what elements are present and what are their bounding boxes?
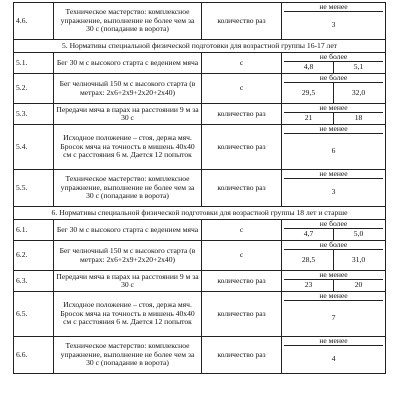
norm-value-left: 4,8 xyxy=(284,62,334,73)
exercise-name: Бег 30 м с высокого старта с ведением мяча xyxy=(54,53,202,74)
unit-of-measure: с xyxy=(202,241,282,271)
norm-value-left: 29,5 xyxy=(284,83,334,103)
exercise-name: Бег челночный 150 м с высокого старта (в метрах: 2х6+2х9+2х20+2х40) xyxy=(54,241,202,271)
row-number: 6.3. xyxy=(14,271,54,292)
norm-value-cell xyxy=(282,3,386,40)
row-number: 5.2. xyxy=(14,74,54,104)
norm-qualifier: не более xyxy=(284,220,383,229)
norm-value-right: 20 xyxy=(354,280,363,290)
section-title: 5. Нормативы специальной физической подготовки для возрастной группы 16-17 лет xyxy=(14,40,386,53)
row-number: 5.5. xyxy=(14,170,54,207)
table-row xyxy=(14,292,386,337)
unit-of-measure: количество раз xyxy=(202,170,282,207)
table-row xyxy=(14,125,386,170)
section-header-row xyxy=(14,207,386,220)
norm-qualifier: не менее xyxy=(284,271,383,280)
section-title: 6. Нормативы специальной физической подготовки для возрастной группы 18 лет и старше xyxy=(14,207,386,220)
norm-value-cell xyxy=(282,337,386,374)
exercise-name: Передачи мяча в парах на расстоянии 9 м за 30 с xyxy=(54,104,202,125)
norm-value-cell xyxy=(282,292,386,337)
norm-value-left: 4,7 xyxy=(284,229,334,240)
norm-value-cell xyxy=(282,241,386,271)
norm-value-right: 32,0 xyxy=(351,87,366,97)
unit-of-measure: количество раз xyxy=(202,3,282,40)
exercise-name: Исходное положение – стоя, держа мяч. Бросок мяча на точность в мишень 40х40 см с расстояния 6 м. Дается 12 попыток xyxy=(54,292,202,337)
row-number: 6.2. xyxy=(14,241,54,271)
table-row xyxy=(14,74,386,104)
exercise-name: Исходное положение – стоя, держа мяч. Бросок мяча на точность в мишень 40х40 см с расстояния 6 м. Дается 12 попыток xyxy=(54,125,202,170)
row-number: 5.1. xyxy=(14,53,54,74)
norm-value: 6 xyxy=(331,146,336,156)
norm-qualifier: не менее xyxy=(284,3,383,12)
norm-qualifier: не менее xyxy=(284,170,383,179)
norm-qualifier: не менее xyxy=(284,104,383,113)
unit-of-measure: с xyxy=(202,220,282,241)
norm-qualifier: не менее xyxy=(284,125,383,134)
norm-value-cell xyxy=(282,220,386,241)
row-number: 6.5. xyxy=(14,292,54,337)
exercise-name: Техническое мастерство: комплексное упражнение, выполнение не более чем за 30 с (попадание в ворота) xyxy=(54,3,202,40)
exercise-name: Бег челночный 150 м с высокого старта (в метрах: 2х6+2х9+2х20+2х40) xyxy=(54,74,202,104)
table-row xyxy=(14,220,386,241)
table-row xyxy=(14,337,386,374)
unit-of-measure: количество раз xyxy=(202,292,282,337)
section-header-row xyxy=(14,40,386,53)
unit-of-measure: с xyxy=(202,53,282,74)
table-row xyxy=(14,3,386,40)
norm-value-cell xyxy=(282,125,386,170)
norm-value-right: 18 xyxy=(354,113,363,123)
norm-value-right: 31,0 xyxy=(351,254,366,264)
norm-qualifier: не более xyxy=(284,53,383,62)
unit-of-measure: с xyxy=(202,74,282,104)
table-row xyxy=(14,104,386,125)
norm-value-cell xyxy=(282,271,386,292)
norm-value-cell xyxy=(282,170,386,207)
table-row xyxy=(14,271,386,292)
table-row xyxy=(14,53,386,74)
row-number: 6.6. xyxy=(14,337,54,374)
norm-value: 4 xyxy=(331,354,336,364)
norm-qualifier: не более xyxy=(284,241,383,250)
standards-table-body xyxy=(14,3,386,374)
norm-value-left: 23 xyxy=(284,280,334,291)
norm-value: 3 xyxy=(331,187,336,197)
exercise-name: Техническое мастерство: комплексное упражнение, выполнение не более чем за 30 с (попадание в ворота) xyxy=(54,170,202,207)
norm-value-left: 21 xyxy=(284,113,334,124)
norm-value-cell xyxy=(282,53,386,74)
row-number: 6.1. xyxy=(14,220,54,241)
norm-qualifier: не более xyxy=(284,74,383,83)
unit-of-measure: количество раз xyxy=(202,271,282,292)
norm-value: 3 xyxy=(331,20,336,30)
row-number: 5.4. xyxy=(14,125,54,170)
norm-value-left: 28,5 xyxy=(284,250,334,270)
norm-value-right: 5,1 xyxy=(353,62,364,72)
exercise-name: Техническое мастерство: комплексное упражнение, выполнение не более чем за 30 с (попадание в ворота) xyxy=(54,337,202,374)
table-row xyxy=(14,241,386,271)
exercise-name: Передачи мяча в парах на расстоянии 9 м за 30 с xyxy=(54,271,202,292)
standards-table xyxy=(13,2,386,374)
norm-qualifier: не менее xyxy=(284,337,383,346)
row-number: 5.3. xyxy=(14,104,54,125)
norm-qualifier: не менее xyxy=(284,292,383,301)
table-row xyxy=(14,170,386,207)
norm-value-cell xyxy=(282,104,386,125)
unit-of-measure: количество раз xyxy=(202,125,282,170)
unit-of-measure: количество раз xyxy=(202,104,282,125)
norm-value: 7 xyxy=(331,313,336,323)
unit-of-measure: количество раз xyxy=(202,337,282,374)
norm-value-right: 5,0 xyxy=(353,229,364,239)
exercise-name: Бег 30 м с высокого старта с ведением мяча xyxy=(54,220,202,241)
row-number: 4.6. xyxy=(14,3,54,40)
norm-value-cell xyxy=(282,74,386,104)
